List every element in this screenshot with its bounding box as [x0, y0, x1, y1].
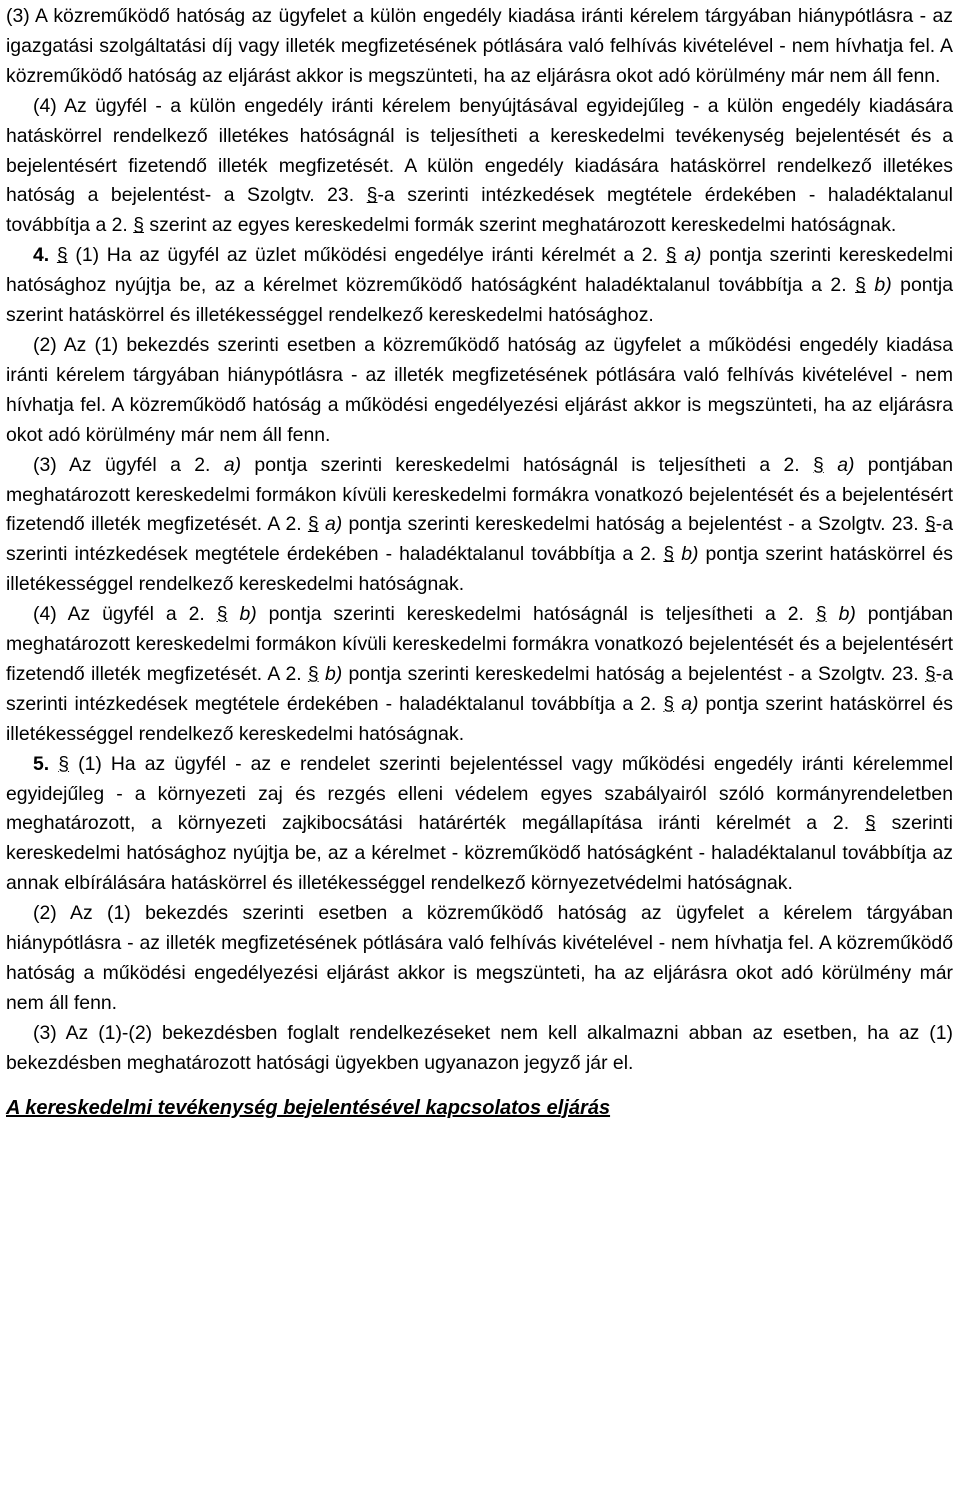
section-sign-link[interactable]: § — [924, 662, 936, 685]
point-ref: b) — [324, 662, 343, 685]
section-sign-link[interactable]: § — [665, 244, 677, 267]
point-ref: b) — [838, 603, 856, 626]
point-ref: b) — [874, 274, 892, 297]
section-4-paragraph-3: (3) Az ügyfél a 2. a) pontja szerinti kereskedelmi hatóságnál is teljesítheti a 2. § a) pontjában meghatározott kereskedelmi formákon kívüli kereskedelmi formákra vonatkozó bejelentését és a bejelentésért fizetendő illeték megfizetését. A 2. § a) pontja szerinti kereskedelmi hatóság a bejelentést - a Szolgtv. 23. §-a szerinti intézkedések megtétele érdekében - haladéktalanul továbbítja a 2. § b) pontja szerint hatáskörrel és illetékességgel rendelkező kereskedelmi hatóságnak. — [6, 453, 954, 596]
section-sign-link[interactable]: § — [864, 812, 876, 835]
section-sign-link[interactable]: § — [813, 453, 824, 476]
point-ref: a) — [681, 692, 699, 715]
section-heading: A kereskedelmi tevékenység bejelentésével kapcsolatos eljárás — [6, 1096, 611, 1119]
point-ref: b) — [681, 543, 699, 566]
section-sign-link[interactable]: § — [855, 274, 866, 297]
paragraph-4: (4) Az ügyfél - a külön engedély iránti kérelem benyújtásával egyidejűleg - a külön engedély kiadására hatáskörrel rendelkező illetékes hatóságnál is teljesítheti a kereskedelmi tevékenység bejelentését és a bejelentésért fizetendő illeték megfizetését. A külön engedély kiadására hatáskörrel rendelkező illetékes hatóság a bejelentést- a Szolgtv. 23. §-a szerinti intézkedések megtétele érdekében - haladéktalanul továbbítja a 2. § szerint az egyes kereskedelmi formák szerint meghatározott kereskedelmi hatóságnak. — [6, 94, 953, 237]
section-5-paragraph-1: 5. § (1) Ha az ügyfél - az e rendelet szerinti bejelentéssel vagy működési engedély iránti kérelemmel egyidejűleg - a környezeti zaj és rezgés elleni védelem egyes szabályairól szóló kormányrendeletben meghatározott, a környezeti zajkibocsátási határérték megállapítása iránti kérelmét a 2. § szerinti kereskedelmi hatósághoz nyújtja be, az a kérelmet - közreműködő hatóságként - haladéktalanul továbbítja az annak elbírálására hatáskörrel és illetékességgel rendelkező környezetvédelmi hatóságnak. — [6, 752, 954, 895]
section-sign-link[interactable]: § — [663, 543, 675, 566]
section-5-paragraph-2: (2) Az (1) bekezdés szerinti esetben a közreműködő hatóság az ügyfelet a kérelem tárgyában hiánypótlásra - az illeték megfizetésének pótlására való felhívás kivételével - nem hívhatja fel. A közreműködő hatóság a működési engedélyezési eljárást akkor is megszünteti, ha az eljárásra okot adó körülmény már nem áll fenn. — [6, 902, 953, 1014]
section-sign-link[interactable]: § — [56, 244, 68, 267]
section-sign-link[interactable]: § — [924, 513, 936, 536]
section-5-paragraph-3: (3) Az (1)-(2) bekezdésben foglalt rendelkezéseket nem kell alkalmazni abban az esetben, ha az (1) bekezdésben meghatározott hatósági ügyekben ugyanazon jegyző jár el. — [6, 1021, 953, 1074]
section-sign-link[interactable]: § — [133, 214, 145, 237]
section-sign-link[interactable]: § — [366, 184, 378, 207]
section-sign-link[interactable]: § — [663, 692, 675, 715]
section-sign-link[interactable]: § — [307, 513, 319, 536]
section-number: 5. — [33, 752, 50, 775]
section-sign-link[interactable]: § — [58, 752, 70, 775]
section-sign-link[interactable]: § — [307, 662, 319, 685]
section-4-paragraph-2: (2) Az (1) bekezdés szerinti esetben a közreműködő hatóság az ügyfelet a működési engedély kiadása iránti kérelem tárgyában hiánypótlásra - az illeték megfizetésének pótlására való felhívás kivételével - nem hívhatja fel. A közreműködő hatóság a működési engedélyezési eljárást akkor is megszünteti, ha az eljárásra okot adó körülmény már nem áll fenn. — [6, 333, 953, 446]
section-4-paragraph-1: 4. § (1) Ha az ügyfél az üzlet működési engedélye iránti kérelmét a 2. § a) pontja szerinti kereskedelmi hatósághoz nyújtja be, az a kérelmet közreműködő hatóságként haladéktalanul továbbítja a 2. § b) pontja szerint hatáskörrel és illetékességgel rendelkező kereskedelmi hatósághoz. — [6, 244, 954, 327]
point-ref: a) — [684, 244, 702, 267]
point-ref: a) — [324, 513, 343, 536]
point-ref: a) — [223, 453, 242, 476]
point-ref: a) — [837, 453, 855, 476]
section-sign-link[interactable]: § — [216, 603, 228, 626]
section-number: 4. — [33, 244, 50, 267]
section-sign-link[interactable]: § — [815, 603, 827, 626]
section-4-paragraph-4: (4) Az ügyfél a 2. § b) pontja szerinti kereskedelmi hatóságnál is teljesítheti a 2. § b) pontjában meghatározott kereskedelmi formákon kívüli kereskedelmi formákra vonatkozó bejelentését és a bejelentésért fizetendő illeték megfizetését. A 2. § b) pontja szerinti kereskedelmi hatóság a bejelentést - a Szolgtv. 23. §-a szerinti intézkedések megtétele érdekében - haladéktalanul továbbítja a 2. § a) pontja szerint hatáskörrel és illetékességgel rendelkező kereskedelmi hatóságnak. — [6, 603, 954, 745]
paragraph-3: (3) A közreműködő hatóság az ügyfelet a külön engedély kiadása iránti kérelem tárgyában hiánypótlásra - az igazgatási szolgáltatási díj vagy illeték megfizetésének pótlására való felhívás kivételével - nem hívhatja fel. A közreműködő hatóság az eljárást akkor is megszünteti, ha az eljárásra okot adó körülmény már nem áll fenn. — [6, 5, 953, 87]
point-ref: b) — [239, 603, 257, 626]
